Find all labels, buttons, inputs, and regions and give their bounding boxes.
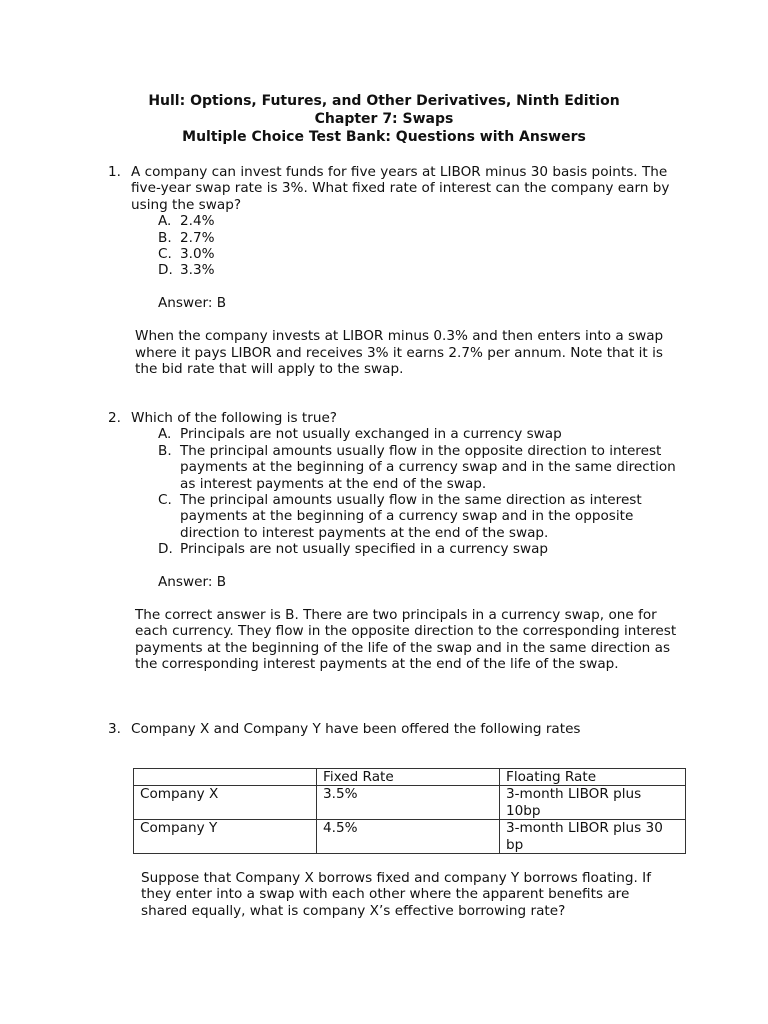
option	[158, 443, 688, 492]
question-3-followup: Suppose that Company X borrows fixed and company Y borrows floating. If they enter into a swap with each other where the apparent benefits are shared equally, what is company X’s effective borrowing rate?	[141, 870, 651, 919]
table-cell: Company X	[134, 786, 317, 820]
option-letter: D.	[158, 262, 173, 279]
option-letter: D.	[158, 541, 173, 558]
option-letter: A.	[158, 426, 172, 443]
table-cell: 4.5%	[317, 820, 500, 854]
options-list	[158, 213, 688, 279]
option-text: 2.7%	[180, 229, 215, 246]
answer-explanation: The correct answer is B. There are two principals in a currency swap, one for each currency. They flow in the opposite direction to the corresponding interest payments at the beginning of the life of the swap and in the same direction as the corresponding interest payments at the end of the life of the swap.	[135, 607, 677, 673]
book-title: Hull: Options, Futures, and Other Derivatives, Ninth Edition	[148, 93, 620, 109]
option	[158, 262, 688, 278]
option-letter: B.	[158, 229, 172, 246]
question-number: 2.	[108, 410, 121, 426]
option-letter: B.	[158, 442, 172, 459]
question-text: Which of the following is true?	[131, 410, 338, 426]
option-letter: A.	[158, 213, 172, 230]
option-letter: C.	[158, 246, 172, 263]
chapter-title: Chapter 7: Swaps	[314, 111, 454, 127]
option-text: 3.3%	[180, 262, 215, 279]
question-3	[108, 721, 688, 737]
option-text: The principal amounts usually flow in the opposite direction to interest payments at the beginning of a currency swap and in the same direction as interest payments at the end of the swap.	[180, 442, 676, 492]
table-header-cell	[134, 769, 317, 786]
option	[158, 246, 688, 262]
option-letter: C.	[158, 492, 172, 509]
options-list	[158, 426, 688, 557]
question-number: 1.	[108, 164, 121, 180]
rates-table	[133, 768, 686, 854]
question-text: A company can invest funds for five years at LIBOR minus 30 basis points. The five-year swap rate is 3%. What fixed rate of interest can the company earn by using the swap?	[131, 164, 670, 213]
option-text: 3.0%	[180, 246, 215, 263]
table-cell: 3.5%	[317, 786, 500, 820]
test-bank-title: Multiple Choice Test Bank: Questions with Answers	[182, 129, 586, 145]
question-2	[108, 410, 688, 673]
option-text: The principal amounts usually flow in the same direction as interest payments at the beginning of a currency swap and in the opposite direction to interest payments at the end of the swap.	[180, 492, 642, 541]
table-row	[134, 786, 686, 820]
table-cell: 3-month LIBOR plus 30 bp	[500, 820, 686, 854]
answer-line: Answer: B	[158, 294, 227, 311]
option-text: 2.4%	[180, 213, 215, 230]
option	[158, 541, 688, 557]
table-header-cell: Fixed Rate	[317, 769, 500, 786]
option	[158, 213, 688, 229]
answer-line: Answer: B	[158, 573, 227, 590]
question-1	[108, 164, 688, 377]
option	[158, 492, 688, 541]
option-text: Principals are not usually specified in a currency swap	[180, 541, 549, 558]
question-text: Company X and Company Y have been offered the following rates	[131, 721, 581, 737]
answer-explanation: When the company invests at LIBOR minus 0.3% and then enters into a swap where it pays LIBOR and receives 3% it earns 2.7% per annum. Note that it is the bid rate that will apply to the swap.	[135, 328, 664, 378]
table-header-cell: Floating Rate	[500, 769, 686, 786]
option	[158, 230, 688, 246]
table-row	[134, 820, 686, 854]
table-cell: Company Y	[134, 820, 317, 854]
question-number: 3.	[108, 721, 121, 737]
option	[158, 426, 688, 442]
document-header	[0, 92, 768, 146]
table-cell: 3-month LIBOR plus 10bp	[500, 786, 686, 820]
option-text: Principals are not usually exchanged in a currency swap	[180, 426, 562, 443]
table-header-row	[134, 769, 686, 786]
